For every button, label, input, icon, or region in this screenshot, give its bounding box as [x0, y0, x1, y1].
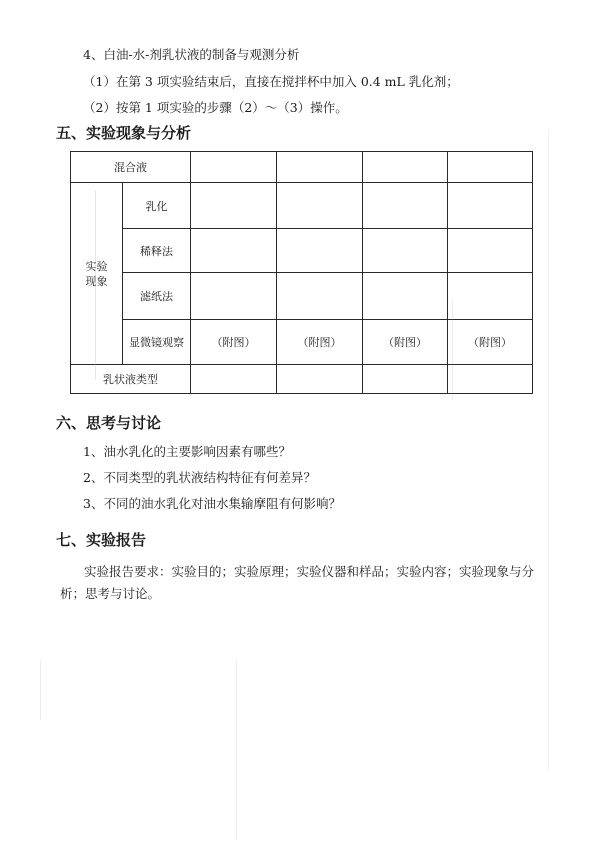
- scan-streak: [548, 130, 549, 770]
- table-cell: [277, 365, 363, 394]
- discussion-question-3: 3、不同的油水乳化对油水集输摩阻有何影响？: [83, 496, 341, 511]
- table-row: [71, 183, 533, 229]
- scan-streak: [95, 190, 96, 380]
- table-row: [71, 229, 533, 273]
- table-cell: [191, 229, 277, 273]
- table-cell: [448, 183, 533, 229]
- discussion-question-1: 1、油水乳化的主要影响因素有哪些？: [83, 444, 291, 459]
- micro-cell-3: （附图）: [363, 320, 448, 365]
- table-cell: [191, 365, 277, 394]
- table-cell: [363, 152, 448, 183]
- table-cell: [448, 229, 533, 273]
- scan-streak: [40, 660, 41, 720]
- table-cell: [277, 183, 363, 229]
- table-row: [71, 273, 533, 320]
- table-cell: [191, 183, 277, 229]
- micro-cell-4: （附图）: [448, 320, 533, 365]
- emulsion-type-label: 乳状液类型: [71, 365, 191, 394]
- row-label-emulsify: 乳化: [123, 183, 191, 229]
- discussion-question-2: 2、不同类型的乳状液结构特征有何差异？: [83, 470, 316, 485]
- table-row: [71, 365, 533, 394]
- table-cell: [363, 183, 448, 229]
- table-cell: [363, 229, 448, 273]
- row-label-dilution: 稀释法: [123, 229, 191, 273]
- group-label-cell: [71, 183, 123, 365]
- section6-heading: 六、思考与讨论: [56, 414, 162, 432]
- table-cell: [448, 365, 533, 394]
- table-cell: [191, 273, 277, 320]
- table-cell: [363, 365, 448, 394]
- table-cell: [191, 152, 277, 183]
- row-label-filter-paper: 滤纸法: [123, 273, 191, 320]
- micro-cell-2: （附图）: [277, 320, 363, 365]
- group-label: 实验现象: [85, 259, 108, 288]
- report-requirements: 实验报告要求：实验目的；实验原理；实验仪器和样品；实验内容；实验现象与分析；思考与讨论。: [60, 564, 535, 601]
- table-cell: [363, 273, 448, 320]
- mix-label-cell: 混合液: [71, 152, 191, 183]
- scan-streak: [236, 660, 237, 840]
- table-cell: [448, 273, 533, 320]
- section4-title: 4、白油-水-剂乳状液的制备与观测分析: [83, 47, 300, 62]
- scan-streak: [452, 300, 453, 400]
- micro-cell-1: （附图）: [191, 320, 277, 365]
- table-cell: [448, 152, 533, 183]
- section4-step-1: （1）在第 3 项实验结束后，直接在搅拌杯中加入 0.4 mL 乳化剂；: [83, 74, 459, 89]
- section5-heading: 五、实验现象与分析: [56, 124, 192, 142]
- table-cell: [277, 152, 363, 183]
- section7-heading: 七、实验报告: [56, 531, 147, 549]
- table-cell: [277, 273, 363, 320]
- table-row: [71, 320, 533, 365]
- table-cell: [277, 229, 363, 273]
- observation-table: [70, 151, 533, 394]
- section4-step-2: （2）按第 1 项实验的步骤（2）～（3）操作。: [83, 100, 348, 115]
- table-row: [71, 152, 533, 183]
- row-label-microscope: 显微镜观察: [123, 320, 191, 365]
